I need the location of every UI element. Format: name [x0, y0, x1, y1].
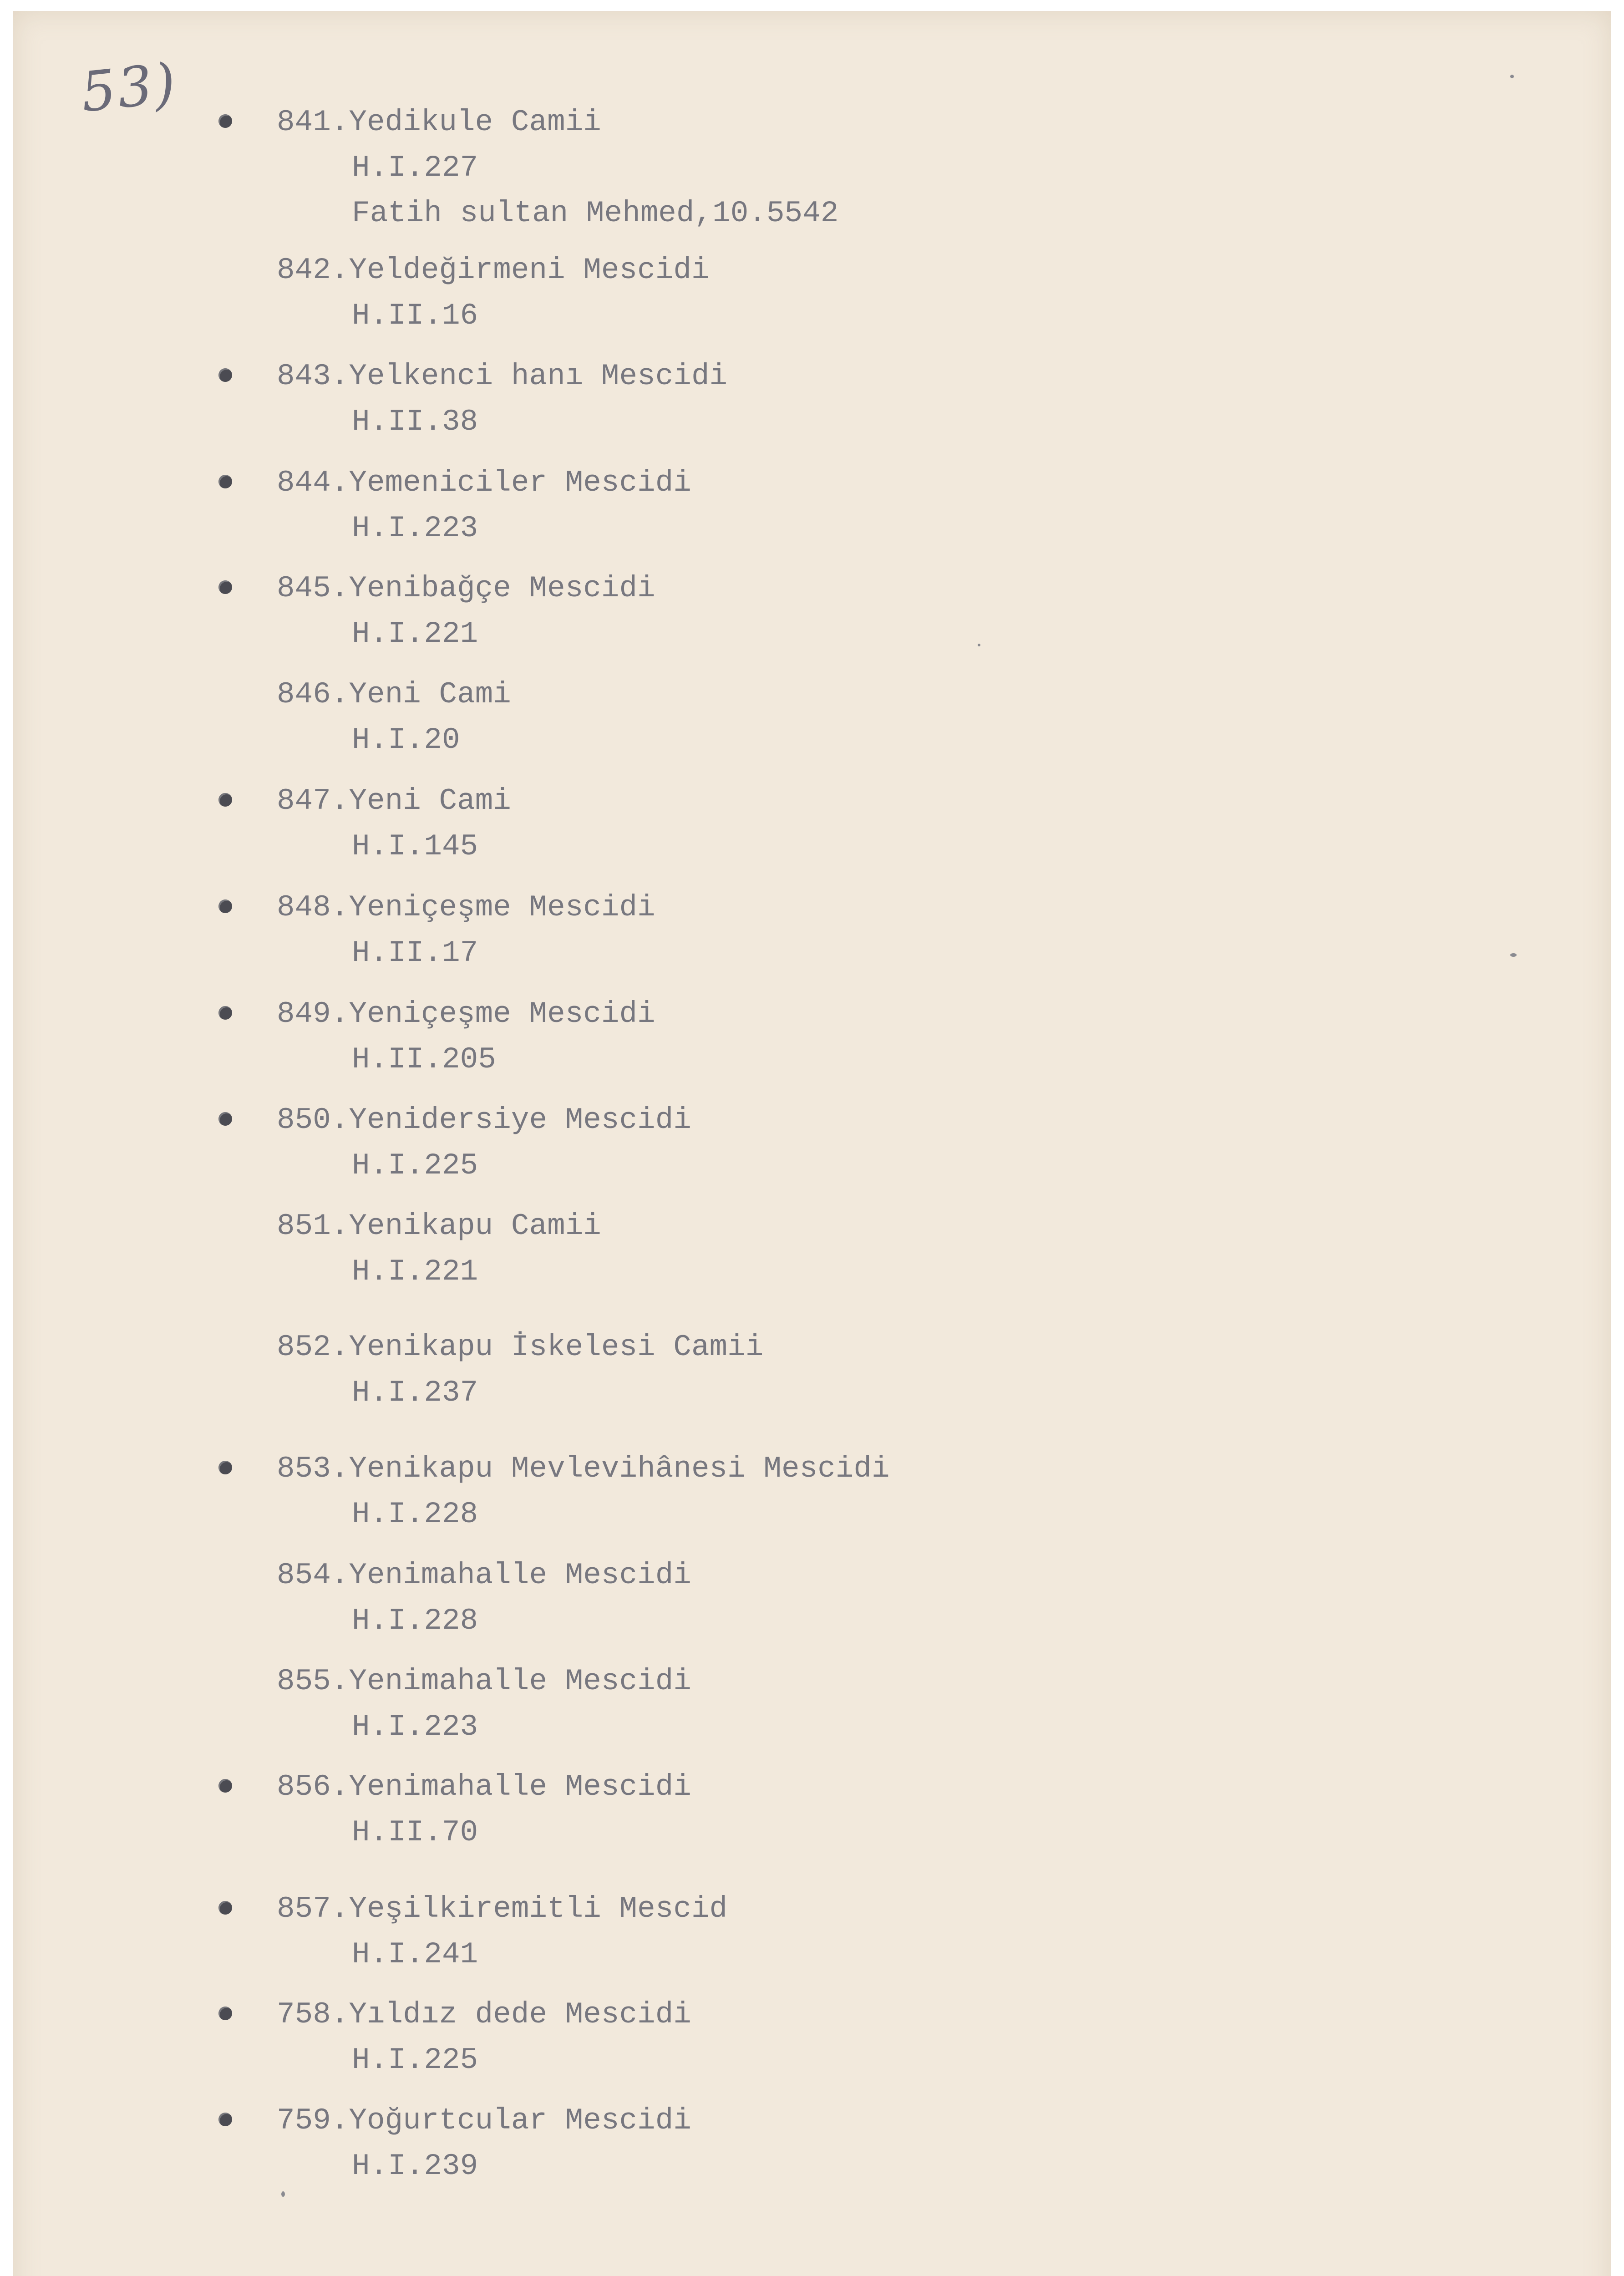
bullet-mark — [218, 1901, 232, 1915]
entry-ref: H.I.241 — [352, 1937, 478, 1971]
entry-title: 852.Yenikapu İskelesi Camii — [277, 1330, 764, 1364]
entry-title: 845.Yenibağçe Mescidi — [277, 571, 655, 605]
entry-title: 848.Yeniçeşme Mescidi — [277, 890, 655, 925]
bullet-mark — [218, 475, 232, 488]
entry-title: 854.Yenimahalle Mescidi — [277, 1558, 691, 1592]
entry-ref: H.I.20 — [352, 723, 460, 757]
entry-title: 842.Yeldeğirmeni Mescidi — [277, 253, 710, 287]
entry-ref: H.I.221 — [352, 617, 478, 651]
paper-speck — [1510, 953, 1517, 957]
bullet-mark — [218, 1779, 232, 1793]
entry-ref: H.I.237 — [352, 1376, 478, 1410]
bullet-mark — [218, 1112, 232, 1126]
entry-title: 855.Yenimahalle Mescidi — [277, 1664, 691, 1698]
bullet-mark — [218, 580, 232, 594]
bullet-mark — [218, 1006, 232, 1020]
entry-ref: H.II.17 — [352, 936, 478, 970]
entry-ref: H.I.223 — [352, 1710, 478, 1744]
bullet-mark — [218, 1461, 232, 1474]
entry-ref: H.I.228 — [352, 1604, 478, 1638]
bullet-mark — [218, 114, 232, 128]
entry-ref: H.I.221 — [352, 1255, 478, 1289]
entry-ref: H.I.227 — [352, 151, 478, 185]
bullet-mark — [218, 2113, 232, 2126]
entry-title: 844.Yemeniciler Mescidi — [277, 466, 691, 500]
entry-title: 759.Yoğurtcular Mescidi — [277, 2103, 691, 2138]
entry-title: 758.Yıldız dede Mescidi — [277, 1997, 691, 2032]
bullet-mark — [218, 368, 232, 382]
entry-ref: H.II.205 — [352, 1042, 496, 1077]
entry-title: 847.Yeni Cami — [277, 784, 511, 818]
entry-extra: Fatih sultan Mehmed,10.5542 — [352, 196, 839, 230]
entry-title: 857.Yeşilkiremitli Mescid — [277, 1892, 728, 1926]
entry-ref: H.I.225 — [352, 2043, 478, 2077]
entry-title: 849.Yeniçeşme Mescidi — [277, 997, 655, 1031]
entry-ref: H.II.70 — [352, 1815, 478, 1849]
paper-speck — [978, 644, 980, 646]
entry-ref: H.I.239 — [352, 2149, 478, 2183]
entry-title: 843.Yelkenci hanı Mescidi — [277, 359, 728, 393]
document-page — [13, 11, 1611, 2276]
bullet-mark — [218, 793, 232, 807]
entry-ref: H.I.223 — [352, 511, 478, 545]
entry-ref: H.I.228 — [352, 1497, 478, 1531]
entry-ref: H.I.225 — [352, 1148, 478, 1183]
entry-ref: H.II.38 — [352, 405, 478, 439]
entry-title: 850.Yenidersiye Mescidi — [277, 1103, 691, 1137]
entry-title: 846.Yeni Cami — [277, 677, 511, 711]
entry-ref: H.II.16 — [352, 299, 478, 333]
entry-title: 853.Yenikapu Mevlevihânesi Mescidi — [277, 1452, 890, 1486]
paper-speck — [1510, 75, 1514, 78]
entry-title: 841.Yedikule Camii — [277, 105, 601, 139]
bullet-mark — [218, 899, 232, 913]
entry-title: 856.Yenimahalle Mescidi — [277, 1770, 691, 1804]
entry-ref: H.I.145 — [352, 829, 478, 864]
bullet-mark — [218, 2007, 232, 2020]
paper-speck — [281, 2191, 285, 2197]
page-number: 53) — [78, 51, 181, 125]
entry-title: 851.Yenikapu Camii — [277, 1209, 601, 1243]
